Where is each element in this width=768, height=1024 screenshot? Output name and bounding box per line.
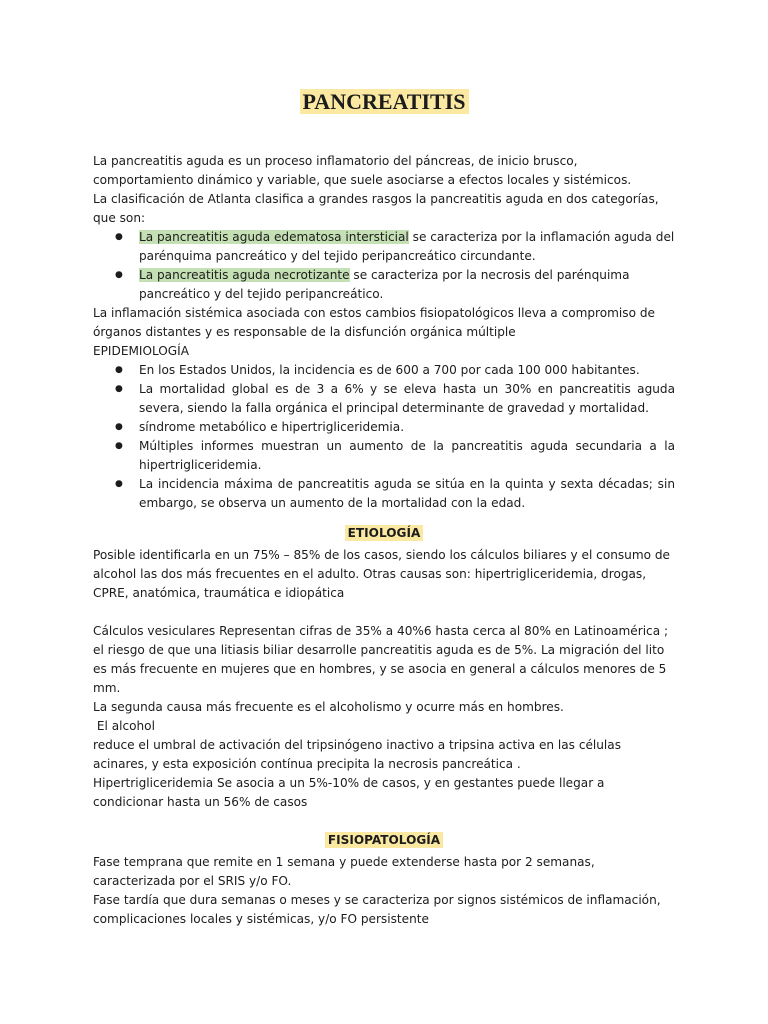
intro-paragraph-1: La pancreatitis aguda es un proceso inflamatorio del páncreas, de inicio brusco, comportamiento dinámico y variable, que suele asociarse a efectos locales y sistémicos.	[93, 154, 632, 187]
highlighted-term: La pancreatitis aguda necrotizante	[139, 268, 350, 282]
list-item	[93, 228, 675, 266]
highlighted-term: La pancreatitis aguda edematosa intersticial	[139, 230, 409, 244]
list-item-text: se caracteriza por la inflamación aguda del parénquima pancreático y del tejido peripancreático circundante.	[139, 230, 675, 263]
etiologia-paragraph-4: El alcohol	[93, 719, 155, 733]
etiologia-heading: ETIOLOGÍA	[345, 525, 424, 541]
epidemiologia-list	[93, 361, 675, 513]
list-item-text: se caracteriza por la necrosis del parénquima pancreático y del tejido peripancreático.	[139, 268, 630, 301]
list-item: ● síndrome metabólico e hipertrigliceridemia.	[93, 418, 675, 437]
etiologia-paragraph-3: La segunda causa más frecuente es el alcoholismo y ocurre más en hombres.	[93, 700, 564, 714]
list-item: ● La mortalidad global es de 3 a 6% y se eleva hasta un 30% en pancreatitis aguda severa, siendo la falla orgánica el principal determinante de gravedad y mortalidad.	[93, 380, 675, 418]
etiologia-paragraph-1: Posible identificarla en un 75% – 85% de los casos, siendo los cálculos biliares y el consumo de alcohol las dos más frecuentes en el adulto. Otras causas son: hipertrigliceridemia, drogas, CPRE, anatómica, traumática e idiopática	[93, 548, 670, 600]
fisiopatologia-heading-wrap	[93, 831, 675, 850]
etiologia-heading-wrap	[93, 524, 675, 543]
intro-paragraph-2: La clasificación de Atlanta clasifica a grandes rasgos la pancreatitis aguda en dos categorías, que son:	[93, 192, 659, 225]
intro-paragraph-3: La inflamación sistémica asociada con estos cambios fisiopatológicos lleva a compromiso de órganos distantes y es responsable de la disfunción orgánica múltiple	[93, 306, 655, 339]
fisiopatologia-heading: FISIOPATOLOGÍA	[325, 832, 443, 848]
fisiopatologia-paragraph-1: Fase temprana que remite en 1 semana y puede extenderse hasta por 2 semanas, caracterizada por el SRIS y/o FO.	[93, 855, 595, 888]
atlanta-list	[93, 228, 675, 304]
list-item: ● La incidencia máxima de pancreatitis aguda se sitúa en la quinta y sexta décadas; sin embargo, se observa un aumento de la mortalidad con la edad.	[93, 475, 675, 513]
etiologia-paragraph-6: Hipertrigliceridemia Se asocia a un 5%-10% de casos, y en gestantes puede llegar a condicionar hasta un 56% de casos	[93, 776, 605, 809]
document-body	[93, 152, 675, 929]
etiologia-paragraph-5: reduce el umbral de activación del tripsinógeno inactivo a tripsina activa en las células acinares, y esta exposición contínua precipita la necrosis pancreática .	[93, 738, 622, 771]
paragraph-gap	[93, 603, 675, 622]
fisiopatologia-paragraph-2: Fase tardía que dura semanas o meses y se caracteriza por signos sistémicos de inflamación, complicaciones locales y sistémicas, y/o FO persistente	[93, 893, 661, 926]
list-item: ● En los Estados Unidos, la incidencia es de 600 a 700 por cada 100 000 habitantes.	[93, 361, 675, 380]
document-title: PANCREATITIS	[300, 89, 469, 114]
list-item	[93, 266, 675, 304]
list-item: ● Múltiples informes muestran un aumento de la pancreatitis aguda secundaria a la hipertrigliceridemia.	[93, 437, 675, 475]
etiologia-paragraph-2: Cálculos vesiculares Representan cifras de 35% a 40%6 hasta cerca al 80% en Latinoamérica ; el riesgo de que una litiasis biliar desarrolle pancreatitis aguda es de 5%. La migración del lito es más frecuente en mujeres que en hombres, y se asocia en general a cálculos menores de 5 mm.	[93, 624, 669, 695]
document-title-wrap	[0, 88, 768, 116]
epidemiologia-heading: EPIDEMIOLOGÍA	[93, 344, 190, 358]
